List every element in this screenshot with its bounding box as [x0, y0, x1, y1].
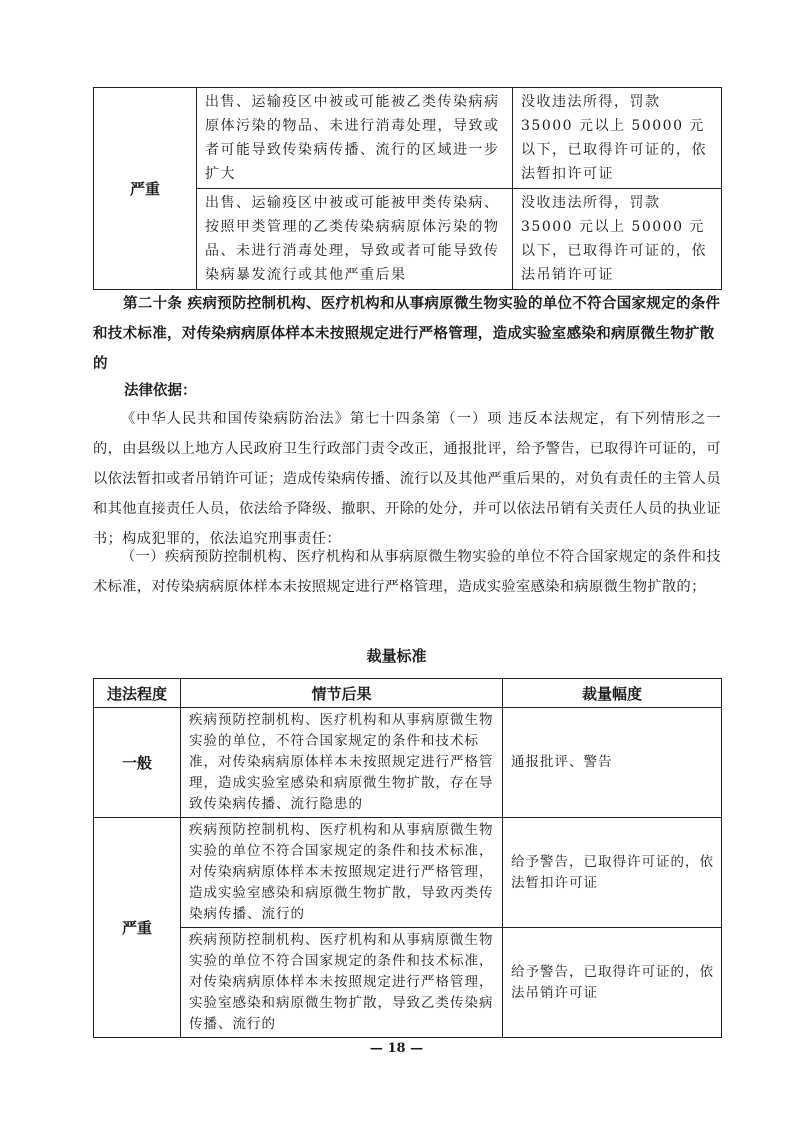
- circumstance-cell: 疾病预防控制机构、医疗机构和从事病原微生物实验的单位不符合国家规定的条件和技术标准，对传染病病原体样本未按照规定进行严格管理，实验室感染和病原微生物扩散，导致乙类传染病传播、流行的: [181, 928, 503, 1038]
- severity-level-cell: 一般: [94, 708, 181, 818]
- circumstance-cell: 出售、运输疫区中被或可能被甲类传染病、按照甲类管理的乙类传染病病原体污染的物品、未进行消毒处理，导致或者可能导致传染病暴发流行或其他严重后果: [197, 189, 513, 290]
- column-header: 情节后果: [181, 679, 503, 708]
- penalty-cell: 没收违法所得，罚款 35000 元以上 50000 元以下，已取得许可证的，依法吊销许可证: [513, 189, 722, 290]
- table-row: [94, 708, 722, 818]
- penalty-table-continued: [93, 87, 722, 290]
- penalty-cell: 给予警告，已取得许可证的，依法暂扣许可证: [503, 818, 722, 928]
- severity-level-cell: 严重: [94, 88, 197, 290]
- discretion-standard-table: [93, 678, 722, 1038]
- circumstance-cell: 出售、运输疫区中被或可能被乙类传染病病原体污染的物品、未进行消毒处理，导致或者可能导致传染病传播、流行的区域进一步扩大: [197, 88, 513, 189]
- penalty-cell: 没收违法所得，罚款 35000 元以上 50000 元以下，已取得许可证的，依法暂扣许可证: [513, 88, 722, 189]
- penalty-cell: 给予警告，已取得许可证的，依法吊销许可证: [503, 928, 722, 1038]
- circumstance-cell: 疾病预防控制机构、医疗机构和从事病原微生物实验的单位不符合国家规定的条件和技术标准，对传染病病原体样本未按照规定进行严格管理，造成实验室感染和病原微生物扩散，导致丙类传染病传播、流行的: [181, 818, 503, 928]
- column-header: 裁量幅度: [503, 679, 722, 708]
- article-heading: 第二十条 疾病预防控制机构、医疗机构和从事病原微生物实验的单位不符合国家规定的条件和技术标准，对传染病病原体样本未按照规定进行严格管理，造成实验室感染和病原微生物扩散的: [93, 296, 721, 372]
- standard-title: 裁量标准: [366, 647, 427, 665]
- table-header-row: [94, 679, 722, 708]
- legal-basis-item: （一）疾病预防控制机构、医疗机构和从事病原微生物实验的单位不符合国家规定的条件和技术标准，对传染病病原体样本未按照规定进行严格管理，造成实验室感染和病原微生物扩散的；: [93, 549, 721, 595]
- table-row: [94, 928, 722, 1038]
- circumstance-cell: 疾病预防控制机构、医疗机构和从事病原微生物实验的单位，不符合国家规定的条件和技术标准，对传染病病原体样本未按照规定进行严格管理，造成实验室感染和病原微生物扩散，存在导致传染病传播、流行隐患的: [181, 708, 503, 818]
- table-row: [94, 88, 722, 189]
- penalty-cell: 通报批评、警告: [503, 708, 722, 818]
- column-header: 违法程度: [94, 679, 181, 708]
- legal-basis-paragraph: 《中华人民共和国传染病防治法》第七十四条第（一）项 违反本法规定，有下列情形之一的，由县级以上地方人民政府卫生行政部门责令改正，通报批评，给予警告，已取得许可证的，可以依法暂扣或者吊销许可证；造成传染病传播、流行以及其他严重后果的，对负有责任的主管人员和其他直接责任人员，依法给予降级、撤职、开除的处分，并可以依法吊销有关责任人员的执业证书；构成犯罪的，依法追究刑事责任：: [93, 411, 721, 547]
- table-row: [94, 818, 722, 928]
- severity-level-cell: 严重: [94, 818, 181, 1038]
- page-number: — 18 —: [369, 1041, 424, 1056]
- legal-basis-label: 法律依据：: [124, 383, 197, 399]
